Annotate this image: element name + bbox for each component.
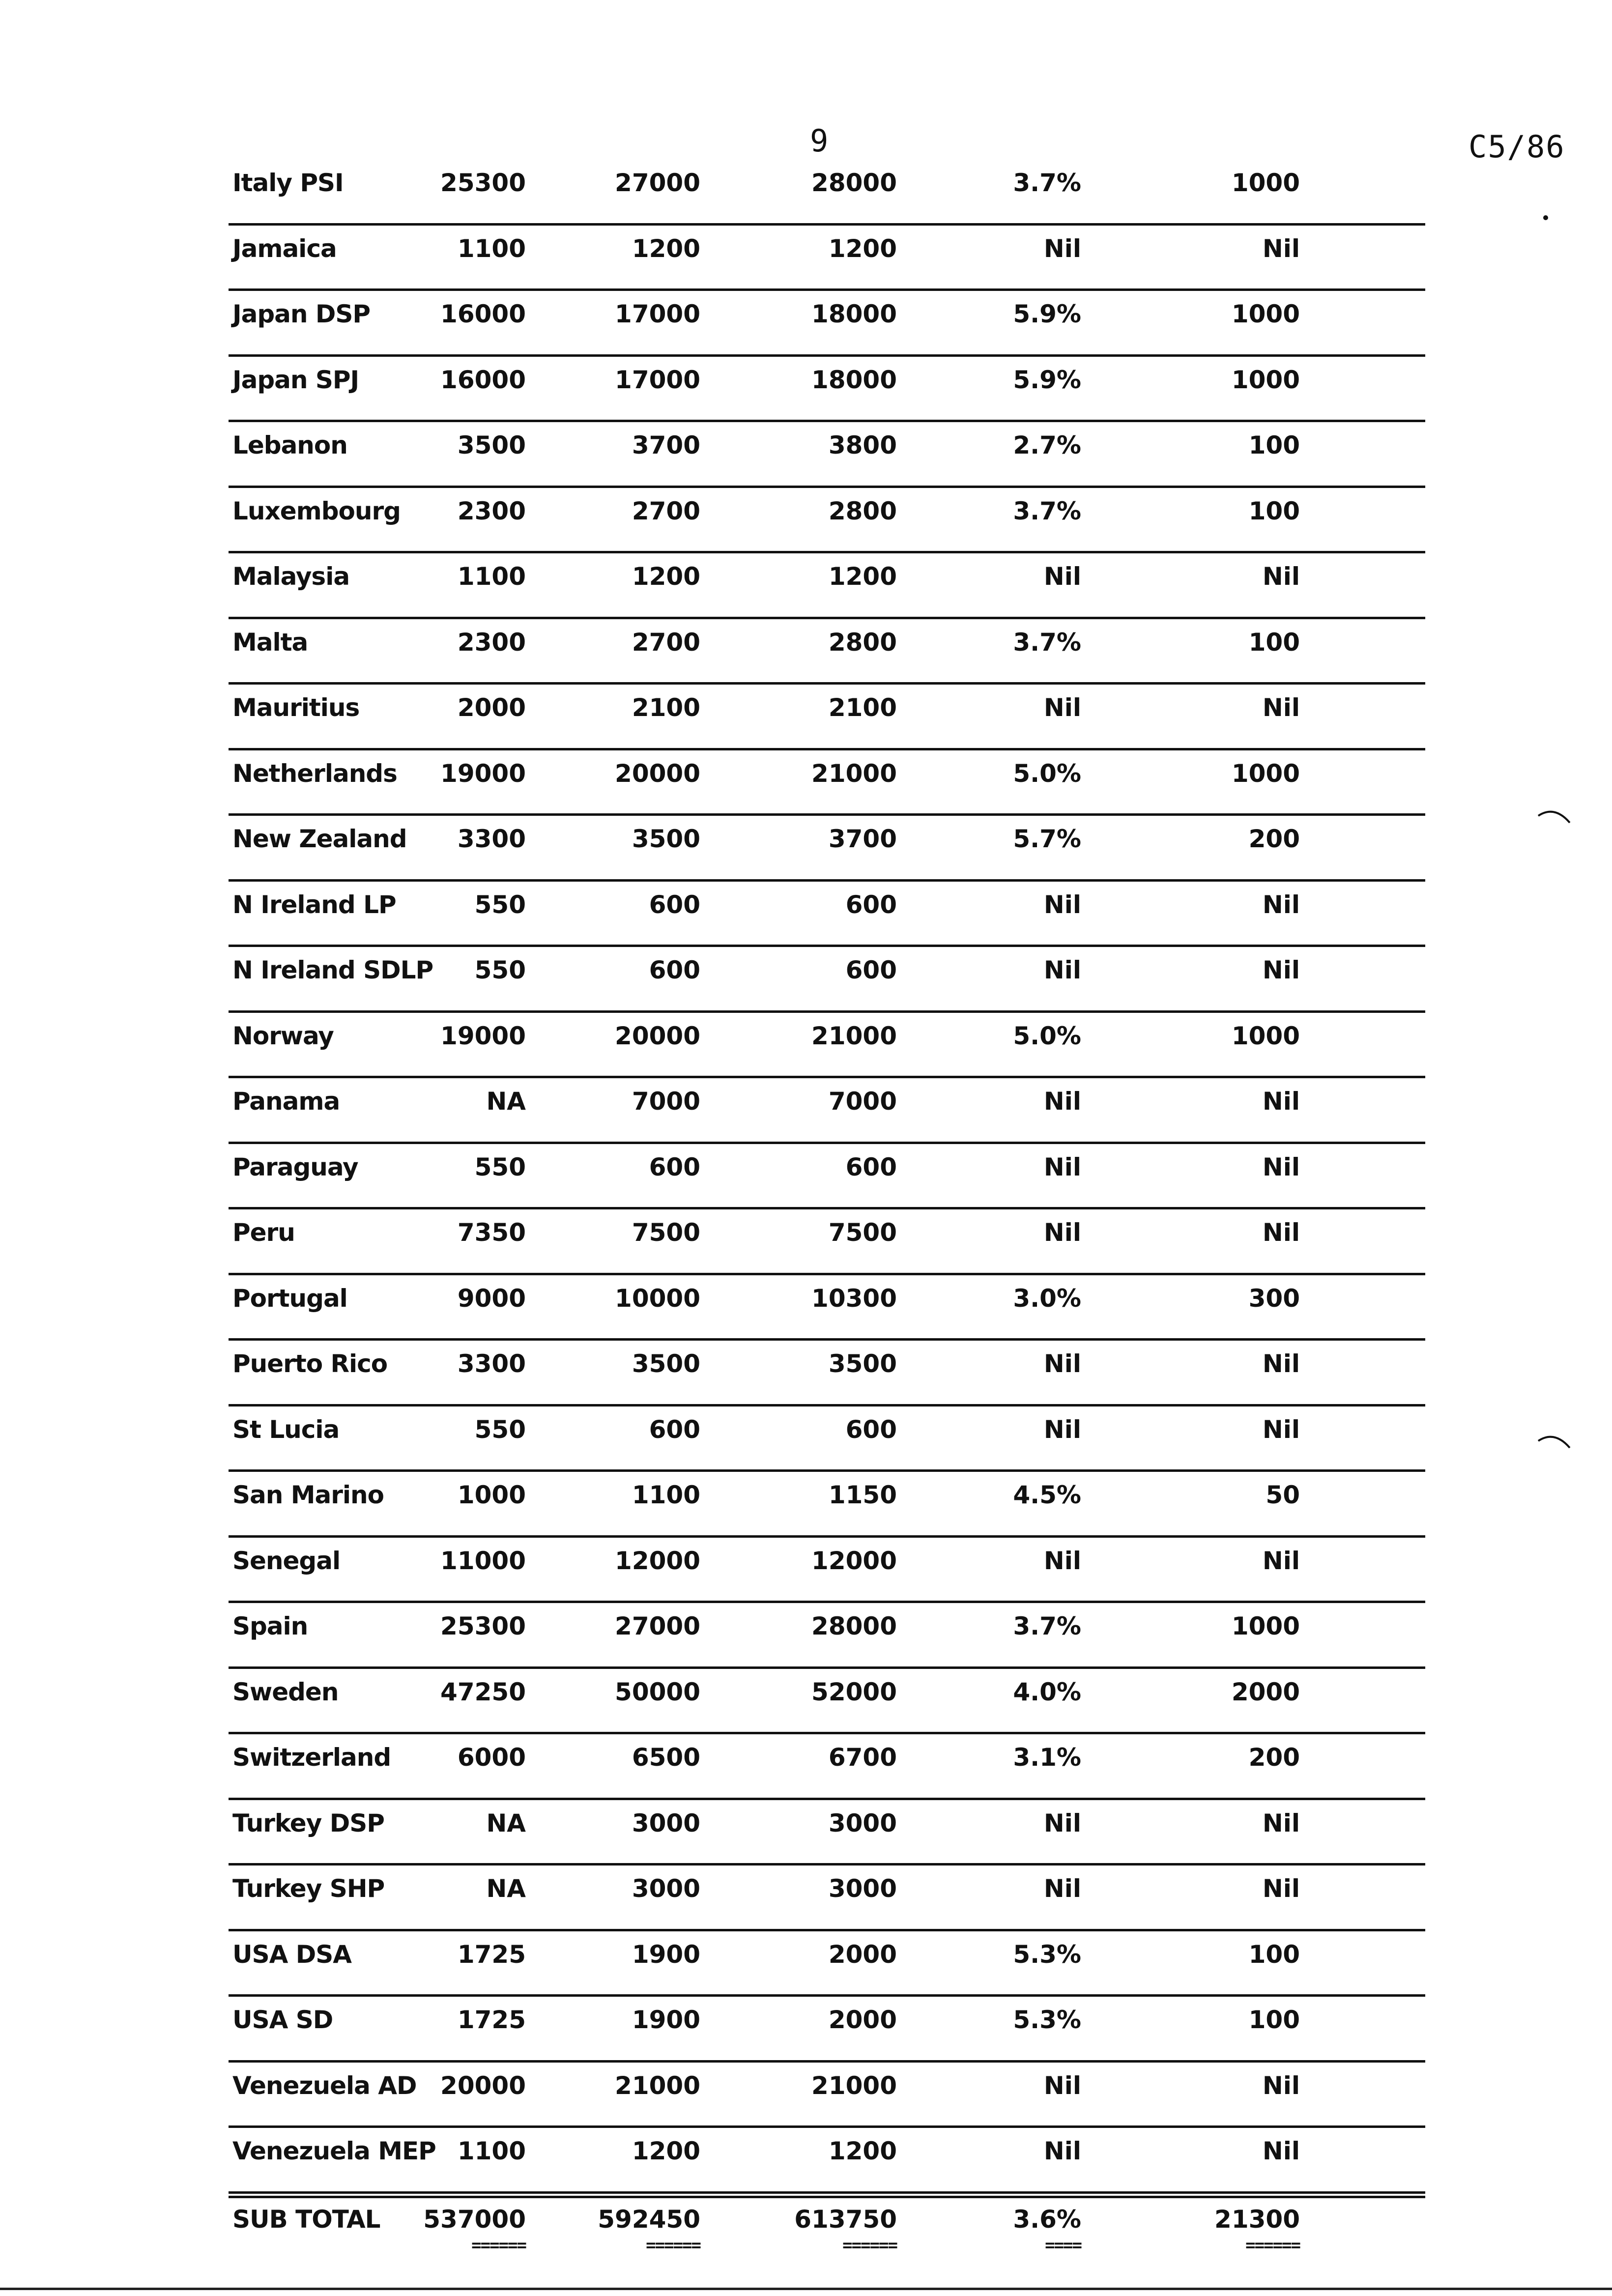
country-cell: USA DSA [232,1940,351,1969]
value-3-cell: 1200 [828,2137,897,2165]
percent-cell: Nil [1043,1152,1081,1181]
value-2-cell: 21000 [615,2071,700,2100]
amount-cell: Nil [1262,2137,1300,2165]
value-3-cell: 1200 [828,234,897,263]
double-underline-marks: ====== [646,2235,700,2255]
percent-cell: Nil [1043,1874,1081,1903]
country-cell: Sweden [232,1677,339,1706]
amount-cell: 100 [1248,628,1300,657]
percent-cell: Nil [1043,1546,1081,1575]
value-1-cell: 2300 [457,628,526,657]
value-2-cell: 1200 [632,562,700,591]
table-row [229,1406,1425,1472]
value-2-cell: 1900 [632,1940,700,1969]
value-3-cell: 7500 [828,1218,897,1247]
amount-cell: Nil [1262,1808,1300,1837]
percent-cell: Nil [1043,1808,1081,1837]
table-row [229,291,1425,357]
country-cell: Turkey DSP [232,1808,384,1837]
value-1-cell: 2000 [457,693,526,722]
amount-cell: 200 [1248,825,1300,853]
value-1-cell: 3300 [457,825,526,853]
value-1-cell: 16000 [440,365,526,394]
value-2-cell: 6500 [632,1743,700,1772]
table-row [229,1800,1425,1866]
percent-cell: Nil [1043,234,1081,263]
country-cell: New Zealand [232,825,407,853]
country-cell: Netherlands [232,759,397,788]
value-2-cell: 17000 [615,365,700,394]
percent-cell: 5.7% [1013,825,1081,853]
percent-cell: Nil [1043,562,1081,591]
percent-cell: 2.7% [1013,431,1081,459]
amount-cell: 100 [1248,431,1300,459]
percent-cell: 3.0% [1013,1284,1081,1313]
subtotal-value-3: 613750 [794,2205,897,2234]
percent-cell: Nil [1043,2137,1081,2165]
value-1-cell: 7350 [457,1218,526,1247]
amount-cell: Nil [1262,2071,1300,2100]
value-1-cell: 9000 [457,1284,526,1313]
country-cell: Malta [232,628,308,657]
value-1-cell: 19000 [440,1021,526,1050]
table-row [229,2128,1425,2194]
subtotal-percent: 3.6% [1013,2205,1081,2234]
value-1-cell: 1725 [457,2006,526,2034]
amount-cell: 1000 [1231,1612,1300,1640]
value-1-cell: 550 [474,1152,526,1181]
value-2-cell: 20000 [615,1021,700,1050]
double-underline-marks: ==== [1045,2235,1081,2255]
value-2-cell: 2100 [632,693,700,722]
value-2-cell: 600 [649,956,700,984]
subtotal-amount: 21300 [1214,2205,1300,2234]
table-row [229,947,1425,1013]
value-3-cell: 3000 [828,1874,897,1903]
value-2-cell: 27000 [615,169,700,197]
country-cell: Mauritius [232,693,360,722]
percent-cell: Nil [1043,1349,1081,1378]
percent-cell: 3.1% [1013,1743,1081,1772]
value-1-cell: 1725 [457,1940,526,1969]
value-3-cell: 10300 [811,1284,897,1313]
value-3-cell: 21000 [811,1021,897,1050]
amount-cell: 1000 [1231,169,1300,197]
table-row [229,1669,1425,1735]
value-2-cell: 600 [649,1152,700,1181]
value-2-cell: 3000 [632,1808,700,1837]
value-3-cell: 12000 [811,1546,897,1575]
amount-cell: 200 [1248,1743,1300,1772]
value-3-cell: 21000 [811,759,897,788]
value-2-cell: 1100 [632,1481,700,1509]
amount-cell: Nil [1262,1349,1300,1378]
percent-cell: 5.3% [1013,2006,1081,2034]
amount-cell: 1000 [1231,759,1300,788]
value-3-cell: 600 [845,890,897,919]
percent-cell: 4.0% [1013,1677,1081,1706]
amount-cell: 1000 [1231,365,1300,394]
value-3-cell: 7000 [828,1087,897,1116]
value-3-cell: 3500 [828,1349,897,1378]
amount-cell: 100 [1248,1940,1300,1969]
double-underline-marks: ====== [471,2235,526,2255]
percent-cell: 3.7% [1013,628,1081,657]
table-row [229,816,1425,882]
country-cell: Turkey SHP [232,1874,385,1903]
percent-cell: Nil [1043,956,1081,984]
table-row [229,1538,1425,1604]
subtotal-row [229,2191,1425,2265]
value-1-cell: 25300 [440,169,526,197]
value-2-cell: 3000 [632,1874,700,1903]
country-cell: Paraguay [232,1152,358,1181]
table-row [229,1144,1425,1210]
value-1-cell: 3300 [457,1349,526,1378]
value-2-cell: 2700 [632,496,700,525]
value-1-cell: 47250 [440,1677,526,1706]
amount-cell: 1000 [1231,300,1300,328]
value-2-cell: 1900 [632,2006,700,2034]
table-row [229,160,1425,226]
country-cell: USA SD [232,2006,333,2034]
country-cell: Puerto Rico [232,1349,388,1378]
amount-cell: Nil [1262,1874,1300,1903]
value-3-cell: 28000 [811,1612,897,1640]
value-3-cell: 52000 [811,1677,897,1706]
table-row [229,422,1425,488]
value-1-cell: NA [486,1808,526,1837]
percent-cell: 5.9% [1013,365,1081,394]
value-2-cell: 27000 [615,1612,700,1640]
value-2-cell: 3700 [632,431,700,459]
percent-cell: 5.0% [1013,759,1081,788]
value-1-cell: 550 [474,1415,526,1444]
value-3-cell: 21000 [811,2071,897,2100]
percent-cell: 5.3% [1013,1940,1081,1969]
value-2-cell: 12000 [615,1546,700,1575]
table-row [229,619,1425,685]
value-1-cell: 1100 [457,562,526,591]
value-1-cell: 20000 [440,2071,526,2100]
value-1-cell: 550 [474,956,526,984]
country-cell: Switzerland [232,1743,391,1772]
table-row [229,1013,1425,1079]
table-row [229,1734,1425,1800]
table-row [229,357,1425,423]
amount-cell: Nil [1262,1546,1300,1575]
value-2-cell: 17000 [615,300,700,328]
country-cell: Peru [232,1218,295,1247]
value-3-cell: 2000 [828,2006,897,2034]
amount-cell: 1000 [1231,1021,1300,1050]
amount-cell: 300 [1248,1284,1300,1313]
amount-cell: Nil [1262,1415,1300,1444]
country-cell: Panama [232,1087,340,1116]
country-cell: Venezuela AD [232,2071,417,2100]
value-2-cell: 20000 [615,759,700,788]
value-1-cell: 11000 [440,1546,526,1575]
value-1-cell: 3500 [457,431,526,459]
margin-arc-mark [1537,806,1572,826]
amount-cell: Nil [1262,562,1300,591]
amount-cell: Nil [1262,890,1300,919]
value-1-cell: 1100 [457,234,526,263]
percent-cell: Nil [1043,1218,1081,1247]
value-3-cell: 28000 [811,169,897,197]
table-row [229,750,1425,816]
value-3-cell: 18000 [811,365,897,394]
value-2-cell: 3500 [632,1349,700,1378]
percent-cell: Nil [1043,2071,1081,2100]
country-cell: Jamaica [232,234,337,263]
country-cell: Luxembourg [232,496,401,525]
value-3-cell: 1150 [828,1481,897,1509]
percent-cell: Nil [1043,890,1081,919]
value-1-cell: 550 [474,890,526,919]
country-cell: Japan DSP [232,300,371,328]
table-row [229,685,1425,750]
value-3-cell: 600 [845,1152,897,1181]
amount-cell: 50 [1266,1481,1300,1509]
country-cell: Japan SPJ [232,365,359,394]
country-cell: Norway [232,1021,334,1050]
value-3-cell: 3700 [828,825,897,853]
value-2-cell: 50000 [615,1677,700,1706]
value-3-cell: 2100 [828,693,897,722]
value-3-cell: 1200 [828,562,897,591]
amount-cell: Nil [1262,234,1300,263]
country-cell: Venezuela MEP [232,2137,436,2165]
table-row [229,1472,1425,1538]
punch-dot [1543,215,1548,220]
value-1-cell: NA [486,1087,526,1116]
double-underline-marks: ====== [842,2235,897,2255]
table-row [229,1078,1425,1144]
value-1-cell: 1100 [457,2137,526,2165]
country-cell: Spain [232,1612,308,1640]
value-1-cell: 6000 [457,1743,526,1772]
percent-cell: 5.9% [1013,300,1081,328]
percent-cell: Nil [1043,1087,1081,1116]
table-row [229,226,1425,291]
amount-cell: 100 [1248,2006,1300,2034]
double-underline-marks: ====== [1245,2235,1300,2255]
margin-arc-mark [1537,1431,1572,1451]
table-row [229,553,1425,619]
subtotal-value-2: 592450 [598,2205,700,2234]
value-2-cell: 600 [649,890,700,919]
value-1-cell: 1000 [457,1481,526,1509]
value-2-cell: 7500 [632,1218,700,1247]
country-cell: Lebanon [232,431,347,459]
country-cell: N Ireland LP [232,890,396,919]
subtotal-label: SUB TOTAL [232,2205,380,2234]
country-cell: Senegal [232,1546,341,1575]
value-3-cell: 18000 [811,300,897,328]
value-3-cell: 600 [845,1415,897,1444]
value-2-cell: 1200 [632,2137,700,2165]
value-3-cell: 2800 [828,628,897,657]
value-2-cell: 10000 [615,1284,700,1313]
percent-cell: Nil [1043,693,1081,722]
value-3-cell: 600 [845,956,897,984]
table-row [229,488,1425,554]
value-1-cell: 19000 [440,759,526,788]
value-2-cell: 7000 [632,1087,700,1116]
amount-cell: Nil [1262,1152,1300,1181]
value-2-cell: 600 [649,1415,700,1444]
table-row [229,882,1425,947]
country-cell: Malaysia [232,562,350,591]
value-3-cell: 2800 [828,496,897,525]
percent-cell: 3.7% [1013,169,1081,197]
country-cell: San Marino [232,1481,384,1509]
percent-cell: 3.7% [1013,1612,1081,1640]
value-1-cell: NA [486,1874,526,1903]
amount-cell: Nil [1262,693,1300,722]
percent-cell: Nil [1043,1415,1081,1444]
percent-cell: 4.5% [1013,1481,1081,1509]
table-row [229,1931,1425,1997]
country-cell: Italy PSI [232,169,344,197]
table-row [229,1275,1425,1341]
country-cell: St Lucia [232,1415,340,1444]
subtotal-value-1: 537000 [423,2205,526,2234]
amount-cell: Nil [1262,1087,1300,1116]
value-3-cell: 3800 [828,431,897,459]
amount-cell: 2000 [1231,1677,1300,1706]
value-3-cell: 2000 [828,1940,897,1969]
amount-cell: 100 [1248,496,1300,525]
amount-cell: Nil [1262,1218,1300,1247]
table-row [229,1997,1425,2063]
value-2-cell: 1200 [632,234,700,263]
value-3-cell: 6700 [828,1743,897,1772]
table-row [229,2063,1425,2128]
table-row [229,1209,1425,1275]
value-3-cell: 3000 [828,1808,897,1837]
page-number: 9 [810,123,829,159]
value-2-cell: 3500 [632,825,700,853]
document-reference: C5/86 [1468,129,1565,165]
page-bottom-rule [0,2288,1612,2290]
percent-cell: 3.7% [1013,496,1081,525]
table-row [229,1866,1425,1931]
amount-cell: Nil [1262,956,1300,984]
table-row [229,1341,1425,1406]
table-row [229,1603,1425,1669]
country-cell: Portugal [232,1284,347,1313]
value-2-cell: 2700 [632,628,700,657]
country-cell: N Ireland SDLP [232,956,433,984]
value-1-cell: 25300 [440,1612,526,1640]
contributions-table [229,160,1425,2265]
value-1-cell: 2300 [457,496,526,525]
value-1-cell: 16000 [440,300,526,328]
percent-cell: 5.0% [1013,1021,1081,1050]
